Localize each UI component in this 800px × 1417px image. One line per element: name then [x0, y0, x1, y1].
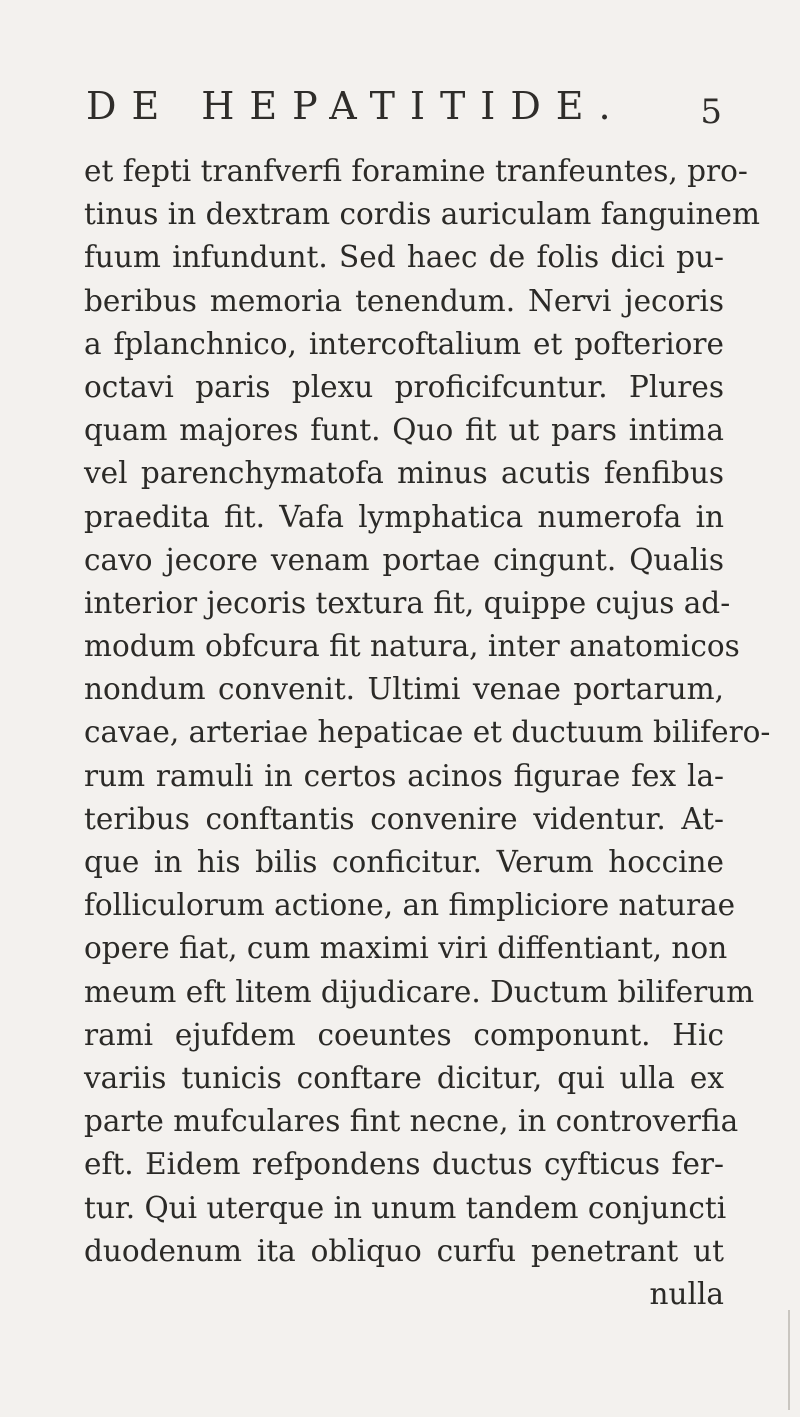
- text-line: rami ejufdem coeuntes componunt. Hic: [84, 1017, 724, 1052]
- text-line: interior jecoris textura fit, quippe cujus ad-: [84, 585, 731, 620]
- text-line: teribus conftantis convenire videntur. At-: [84, 801, 724, 836]
- text-line: meum eft litem dijudicare. Ductum biliferum: [84, 974, 755, 1009]
- text-line: beribus memoria tenendum. Nervi jecoris: [84, 283, 724, 318]
- text-line: vel parenchymatofa minus acutis fenfibus: [84, 456, 724, 491]
- text-line: tinus in dextram cordis auriculam fanguinem: [84, 197, 760, 232]
- text-line: folliculorum actione, an fimpliciore naturae: [84, 888, 736, 923]
- text-line: que in his bilis conficitur. Verum hoccine: [84, 845, 724, 879]
- text-line: a fplanchnico, intercoftalium et pofteriore: [84, 326, 724, 361]
- text-line: parte mufculares fint necne, in controverfia: [84, 1104, 739, 1139]
- text-line: octavi paris plexu proficifcuntur. Plures: [84, 369, 724, 404]
- text-line: cavo jecore venam portae cingunt. Qualis: [84, 542, 724, 577]
- text-line: rum ramuli in certos acinos figurae fex la-: [84, 758, 724, 793]
- catchword: nulla: [649, 1276, 724, 1311]
- text-line: variis tunicis conftare dicitur, qui ulla ex: [84, 1060, 724, 1095]
- page-edge-shadow: [788, 1310, 790, 1410]
- page-number: 5: [700, 92, 722, 132]
- text-line: tur. Qui uterque in unum tandem conjuncti: [84, 1190, 727, 1225]
- text-line: et fepti tranfverfi foramine tranfeuntes, pro-: [84, 154, 748, 188]
- text-line: nondum convenit. Ultimi venae portarum,: [84, 672, 724, 707]
- body-text: [84, 150, 771, 1316]
- running-title: DE HEPATITIDE.: [86, 84, 626, 128]
- text-line: cavae, arteriae hepaticae et ductuum bilifero-: [84, 715, 771, 750]
- text-line: praedita fit. Vafa lymphatica numerofa in: [84, 499, 724, 534]
- running-head: [86, 84, 722, 132]
- text-line: fuum infundunt. Sed haec de folis dici pu-: [84, 240, 724, 275]
- text-line: duodenum ita obliquo curfu penetrant ut: [84, 1233, 724, 1268]
- text-line: modum obfcura fit natura, inter anatomicos: [84, 629, 740, 664]
- text-line: eft. Eidem refpondens ductus cyfticus fer-: [84, 1147, 724, 1182]
- text-line: quam majores funt. Quo fit ut pars intima: [84, 413, 724, 448]
- text-line: opere fiat, cum maximi viri diffentiant, non: [84, 931, 728, 966]
